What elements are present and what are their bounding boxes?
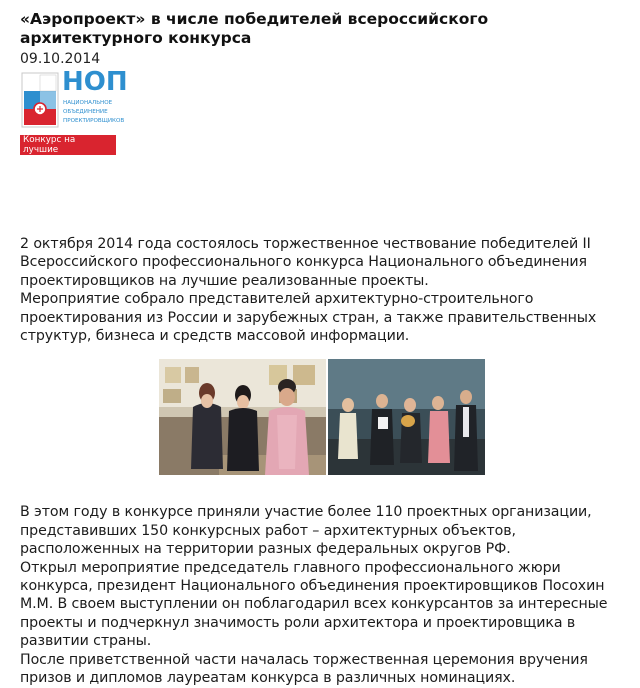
article-paragraph: В этом году в конкурсе приняли участие более 110 проектных организации, представивших 150 конкурсных работ – архитектурных объектов, расположенных на территории разных федеральных округов РФ. <box>20 504 592 558</box>
nop-logo <box>20 67 128 174</box>
nop-logo-banner: Конкурс на лучшие реализованные проекты <box>20 135 116 155</box>
nop-logo-abbr: НОП <box>62 67 128 97</box>
event-photos <box>20 359 630 475</box>
event-photo-right[interactable] <box>328 359 485 475</box>
nop-logo-subtitle-line: ПРОЕКТИРОВЩИКОВ <box>63 118 125 124</box>
news-article <box>20 10 630 688</box>
article-paragraph: 2 октября 2014 года состоялось торжественное чествование победителей II Всероссийского профессионального конкурса Национального объединения проектировщиков на лучшие реализованные проекты. <box>20 236 591 289</box>
event-photo-left[interactable] <box>159 359 326 475</box>
article-paragraph: Открыл мероприятие председатель главного профессионального жюри конкурса, президент Национального объединения проектировщиков Посохин М.М. В своем выступлении он поблагодарил всех конкурсантов за интересные проекты и подчеркнул значимость роли архитектора и проектировщика в развитии страны. <box>20 559 608 650</box>
nop-logo-mark-icon <box>20 71 60 129</box>
article-paragraph: Мероприятие собрало представителей архитектурно-строительного проектирования из России и зарубежных стран, а также правительственных структур, бизнеса и средств массовой информации. <box>20 291 597 345</box>
article-date: 09.10.2014 <box>20 51 101 67</box>
nop-logo-subtitle-line: ОБЪЕДИНЕНИЕ <box>63 109 108 115</box>
article-paragraph: После приветственной части началась торжественная церемония вручения призов и дипломов лауреатам конкурса в различных номинациях. <box>20 651 588 687</box>
article-title: «Аэропроект» в числе победителей всероссийского архитектурного конкурса <box>20 10 489 47</box>
nop-logo-subtitle <box>63 99 125 126</box>
nop-logo-subtitle-line: НАЦИОНАЛЬНОЕ <box>63 100 113 106</box>
